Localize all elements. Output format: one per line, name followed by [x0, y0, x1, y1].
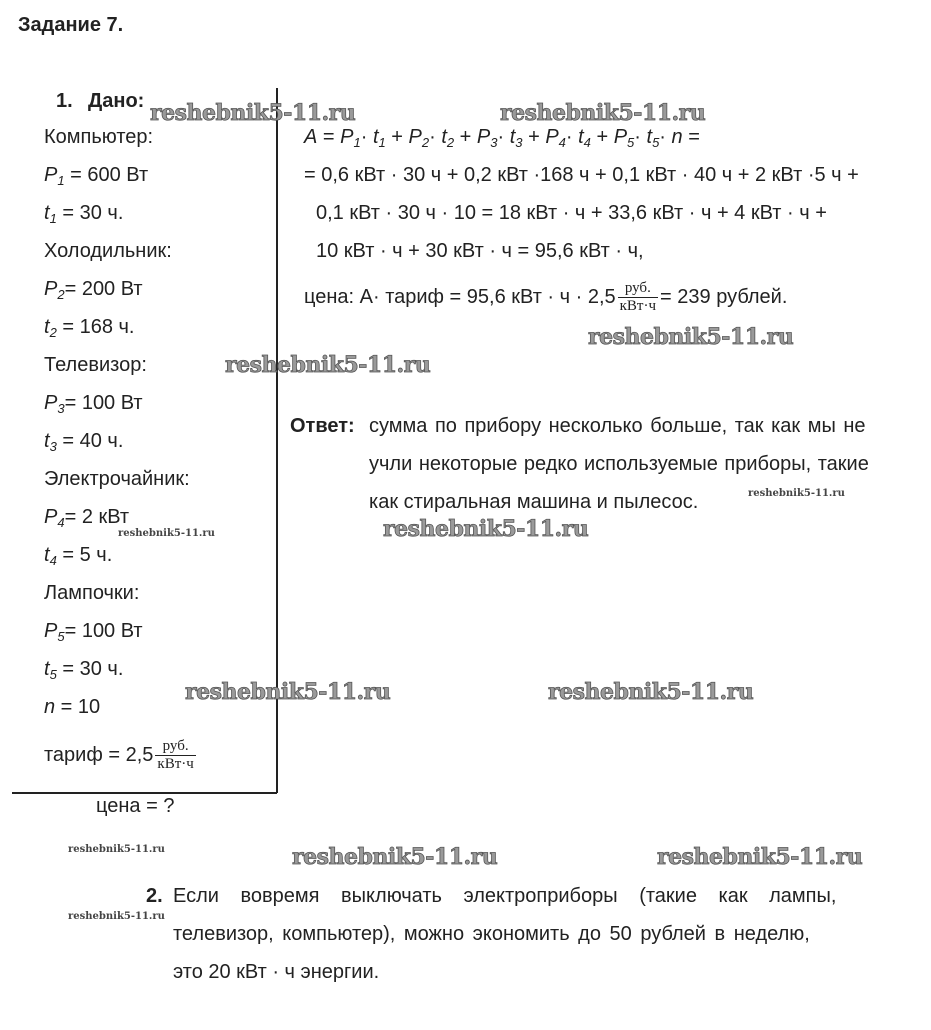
symbol: P	[44, 278, 58, 300]
given-value	[44, 620, 143, 644]
subscript: 4	[558, 135, 566, 150]
given-value	[44, 544, 112, 568]
subscript: 1	[49, 211, 57, 226]
symbol: t	[44, 202, 50, 224]
price-calculation	[304, 280, 787, 315]
given-value	[44, 430, 123, 454]
formula-line-2: = 0,6 кВт · 30 ч + 0,2 кВт ·168 ч + 0,1 кВт · 40 ч + 2 кВт ·5 ч +	[304, 164, 859, 186]
value: = 10	[55, 696, 101, 718]
watermark: reshebnik5-11.ru	[383, 516, 589, 542]
device-label: Телевизор:	[44, 354, 147, 376]
given-divider-horizontal	[12, 792, 277, 794]
tariff-unit	[155, 738, 195, 773]
watermark: reshebnik5-11.ru	[292, 844, 498, 870]
subscript: 5	[652, 135, 660, 150]
watermark: reshebnik5-11.ru	[657, 844, 863, 870]
subscript: 2	[446, 135, 455, 150]
formula-term: $P_1\cdot t_1$ +	[340, 126, 409, 150]
time-symbol: t	[509, 126, 516, 148]
given-value	[44, 696, 100, 719]
power-symbol: P	[613, 126, 628, 148]
watermark: reshebnik5-11.ru	[150, 100, 356, 126]
answer-line-2: учли некоторые редко используемые приборы, такие	[369, 453, 869, 475]
value: = 100 Вт	[64, 620, 143, 642]
given-value	[44, 316, 135, 340]
var-A: A	[304, 126, 318, 148]
subscript: 3	[57, 401, 65, 416]
var-n: n	[671, 126, 683, 148]
formula-terms	[340, 126, 671, 148]
subscript: 4	[49, 553, 57, 568]
device-label: Компьютер:	[44, 126, 154, 148]
symbol: n	[44, 696, 56, 718]
answer-line-3: как стиральная машина и пылесос.	[369, 491, 699, 513]
formula-term: $P_5\cdot t_5\cdot$	[613, 126, 672, 150]
price-result: = 239 рублей.	[660, 285, 788, 308]
subscript: 2	[57, 287, 65, 302]
subscript: 3	[515, 135, 523, 150]
price-unit	[618, 280, 658, 315]
time-symbol: t	[646, 126, 653, 148]
device-label: Лампочки:	[44, 582, 140, 604]
subscript: 2	[421, 135, 430, 150]
part2-number: 2.	[146, 885, 163, 907]
find-price: цена = ?	[96, 795, 175, 817]
answer-line-1: сумма по прибору несколько больше, так как мы не	[369, 415, 866, 437]
power-symbol: P	[476, 126, 491, 148]
symbol: P	[44, 392, 58, 414]
formula-line-3: 0,1 кВт · 30 ч · 10 = 18 кВт · ч + 33,6 кВт · ч + 4 кВт · ч +	[316, 202, 827, 224]
subscript: 5	[627, 135, 635, 150]
subscript: 5	[57, 629, 65, 644]
given-value	[44, 278, 143, 302]
task-title: Задание 7.	[18, 14, 124, 36]
watermark: reshebnik5-11.ru	[185, 679, 391, 705]
watermark: reshebnik5-11.ru	[500, 100, 706, 126]
unit-denominator: кВт·ч	[157, 756, 194, 772]
tariff-value: тариф = 2,5	[44, 743, 154, 766]
value: = 600 Вт	[64, 164, 149, 186]
formula-line-1: $A = P_1\cdot t_1 + P_2\cdot t_2 + P_3\cdot t_3 + P_4\cdot t_4 + P_5\cdot t_5\cdot n$ =	[304, 126, 700, 150]
watermark: reshebnik5-11.ru	[225, 352, 431, 378]
value: = 30 ч.	[56, 658, 124, 680]
value: = 100 Вт	[64, 392, 143, 414]
formula-term: $P_4\cdot t_4$ +	[545, 126, 614, 150]
value: = 30 ч.	[56, 202, 124, 224]
symbol: t	[44, 658, 50, 680]
part1-number: 1.	[56, 90, 73, 112]
subscript: 3	[490, 135, 498, 150]
device-label: Холодильник:	[44, 240, 172, 262]
subscript: 3	[49, 439, 57, 454]
watermark-small: reshebnik5-11.ru	[68, 844, 165, 855]
formula-line-4: 10 кВт · ч + 30 кВт · ч = 95,6 кВт · ч,	[316, 240, 644, 262]
watermark: reshebnik5-11.ru	[548, 679, 754, 705]
given-value	[44, 202, 123, 226]
time-symbol: t	[372, 126, 379, 148]
symbol: P	[44, 506, 58, 528]
power-symbol: P	[340, 126, 354, 148]
power-symbol: P	[408, 126, 422, 148]
part2-line-2: телевизор, компьютер), можно экономить до 50 рублей в неделю,	[173, 923, 810, 945]
symbol: P	[44, 620, 58, 642]
formula-term: $P_3\cdot t_3$ +	[476, 126, 546, 150]
symbol: P	[44, 164, 58, 186]
time-symbol: t	[578, 126, 584, 148]
watermark: reshebnik5-11.ru	[588, 324, 794, 350]
watermark-small: reshebnik5-11.ru	[68, 911, 165, 922]
subscript: 5	[49, 667, 57, 682]
given-value	[44, 392, 143, 416]
part2-line-3: это 20 кВт · ч энергии.	[173, 961, 380, 983]
unit-denominator: кВт·ч	[619, 298, 657, 314]
symbol: t	[44, 430, 50, 452]
tariff	[44, 738, 198, 773]
value: = 168 ч.	[56, 316, 135, 338]
given-value	[44, 164, 148, 188]
time-symbol: t	[441, 126, 447, 148]
given-label: Дано:	[88, 90, 145, 112]
symbol: t	[44, 316, 50, 338]
price-prefix: цена: A· тариф = 95,6 кВт · ч · 2,5	[304, 285, 616, 308]
value: = 2 кВт	[64, 506, 130, 528]
device-label: Электрочайник:	[44, 468, 190, 490]
subscript: 4	[57, 515, 65, 530]
power-symbol: P	[545, 126, 559, 148]
value: = 200 Вт	[64, 278, 143, 300]
given-value	[44, 658, 123, 682]
subscript: 1	[353, 135, 361, 150]
answer-label: Ответ:	[290, 415, 355, 437]
subscript: 4	[583, 135, 591, 150]
subscript: 1	[57, 173, 65, 188]
unit-numerator: руб.	[618, 280, 658, 298]
value: = 40 ч.	[56, 430, 124, 452]
subscript: 2	[49, 325, 57, 340]
subscript: 1	[378, 135, 386, 150]
part2-line-1: Если вовремя выключать электроприборы (такие как лампы,	[173, 885, 837, 907]
given-value	[44, 506, 129, 530]
watermark-small: reshebnik5-11.ru	[118, 528, 215, 539]
watermark-small: reshebnik5-11.ru	[748, 488, 845, 499]
value: = 5 ч.	[56, 544, 113, 566]
formula-term: $P_2\cdot t_2$ +	[408, 126, 477, 150]
unit-numerator: руб.	[155, 738, 195, 756]
equals: =	[317, 126, 341, 148]
symbol: t	[44, 544, 50, 566]
